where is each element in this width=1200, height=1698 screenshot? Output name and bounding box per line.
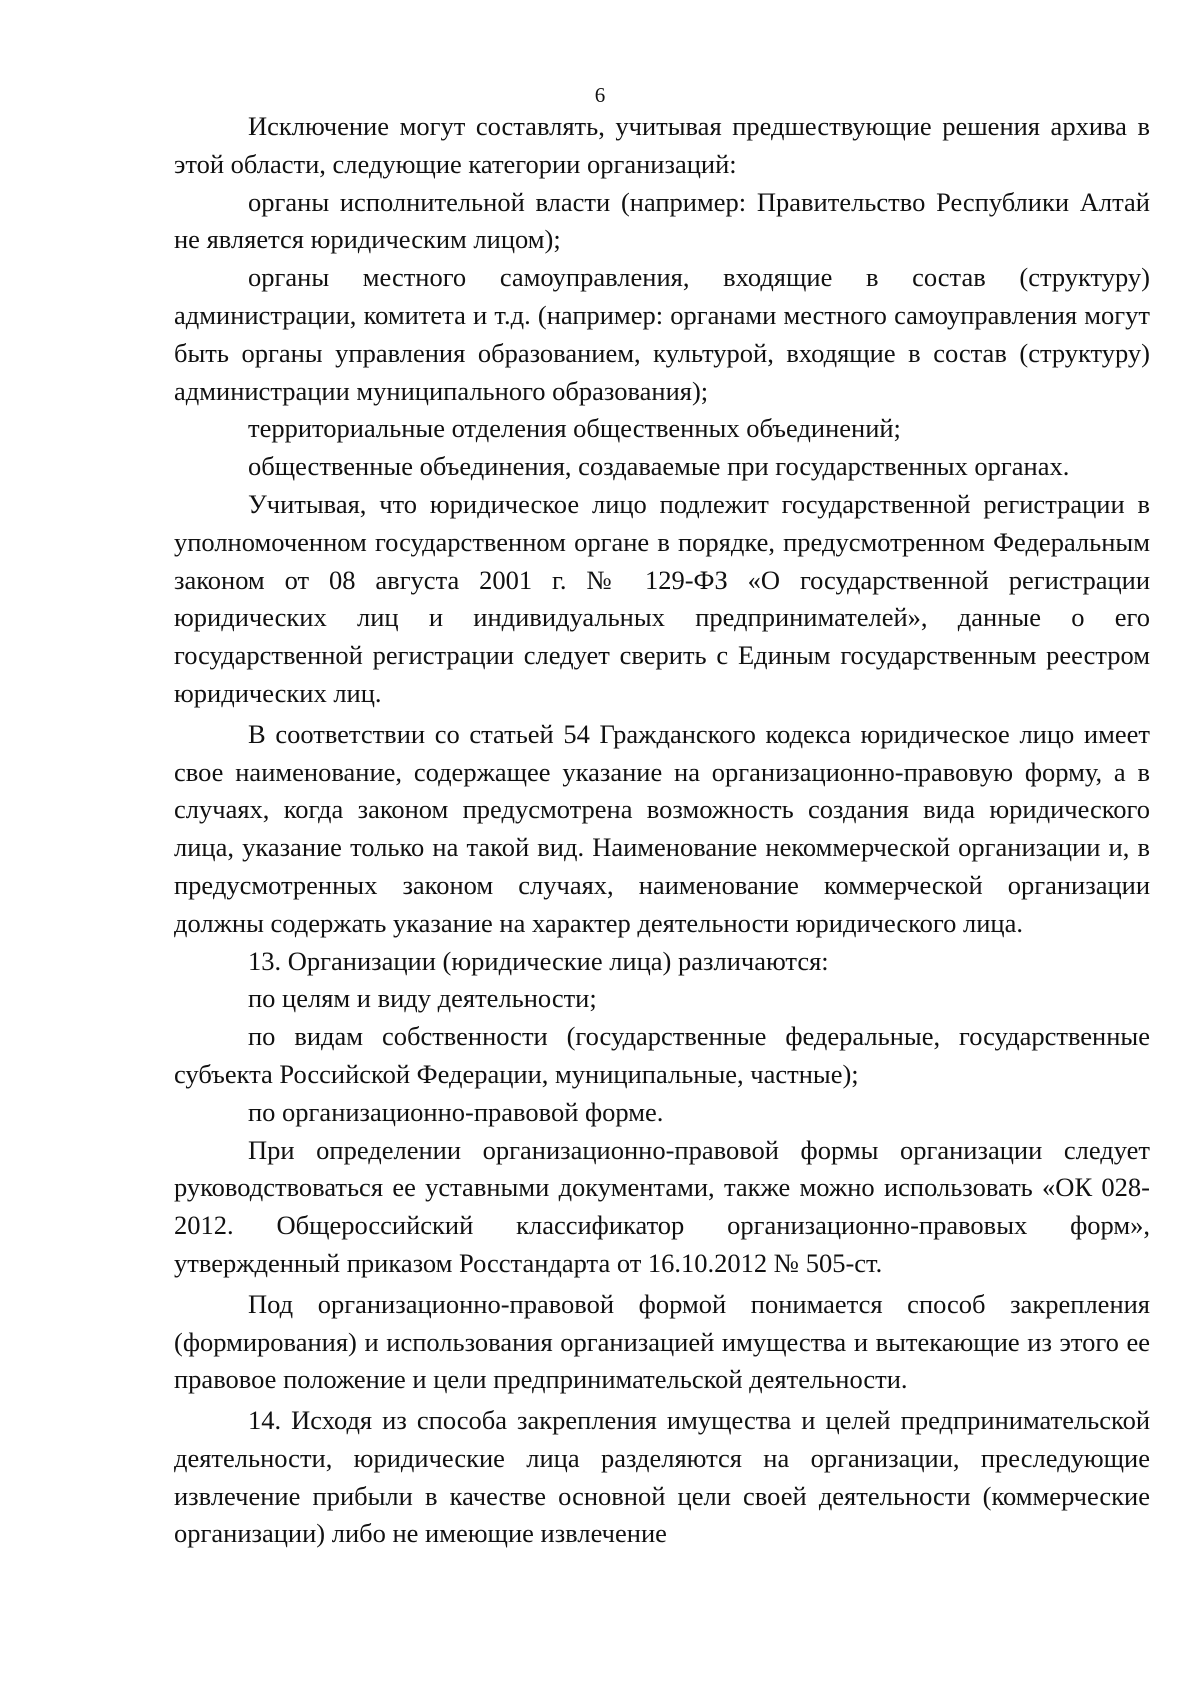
page-number: 6	[594, 83, 606, 107]
paragraph-local-government: органы местного самоуправления, входящие в состав (структуру) администрации, комитета и т.д. (например: органами местного самоуправления могут быть органы управления образованием, культурой, входящие в состав (структуру) администрации муниципального образования);	[174, 262, 1150, 406]
paragraph-determining-legal-form: При определении организационно-правовой формы организации следует руководствоваться ее уставными документами, также можно использовать «ОК 028-2012. Общероссийский классификатор организационно-правовых форм», утвержденный приказом Росстандарта от 16.10.2012 № 505-ст.	[174, 1134, 1150, 1278]
paragraph-public-associations: общественные объединения, создаваемые при государственных органах.	[248, 451, 1070, 482]
paragraph-item-13: 13. Организации (юридические лица) различаются:	[248, 945, 829, 976]
paragraph-civil-code-article-54: В соответствии со статьей 54 Гражданского кодекса юридическое лицо имеет свое наименование, содержащее указание на организационно-правовую форму, а в случаях, когда законом предусмотрена возможность создания вида юридического лица, указание только на такой вид. Наименование некоммерческой организации и, в предусмотренных законом случаях, наименование коммерческой организации должны содержать указание на характер деятельности юридического лица.	[174, 718, 1150, 938]
paragraph-by-purpose: по целям и виду деятельности;	[248, 983, 597, 1014]
paragraph-item-14: 14. Исходя из способа закрепления имущества и целей предпринимательской деятельности, юридические лица разделяются на организации, преследующие извлечение прибыли в качестве основной цели своей деятельности (коммерческие организации) либо не имеющие извлечение	[174, 1405, 1150, 1549]
paragraph-exceptions-intro: Исключение могут составлять, учитывая предшествующие решения архива в этой области, следующие категории организаций:	[174, 111, 1150, 179]
body-text	[174, 108, 1150, 1553]
paragraph-executive-bodies: органы исполнительной власти (например: Правительство Республики Алтай не является юридическим лицом);	[174, 186, 1150, 255]
paragraph-by-ownership: по видам собственности (государственные федеральные, государственные субъекта Российской Федерации, муниципальные, частные);	[174, 1021, 1150, 1089]
paragraph-state-registration: Учитывая, что юридическое лицо подлежит государственной регистрации в уполномоченном государственном органе в порядке, предусмотренном Федеральным законом от 08 августа 2001 г. № 129-ФЗ «О государственной регистрации юридических лиц и индивидуальных предпринимателей», данные о его государственной регистрации следует сверить с Единым государственным реестром юридических лиц.	[174, 488, 1150, 708]
paragraph-legal-form-definition: Под организационно-правовой формой понимается способ закрепления (формирования) и использования организацией имущества и вытекающие из этого ее правовое положение и цели предпринимательской деятельности.	[174, 1288, 1150, 1395]
paragraph-by-legal-form: по организационно-правовой форме.	[248, 1096, 664, 1127]
paragraph-territorial-branches: территориальные отделения общественных объединений;	[248, 413, 901, 444]
